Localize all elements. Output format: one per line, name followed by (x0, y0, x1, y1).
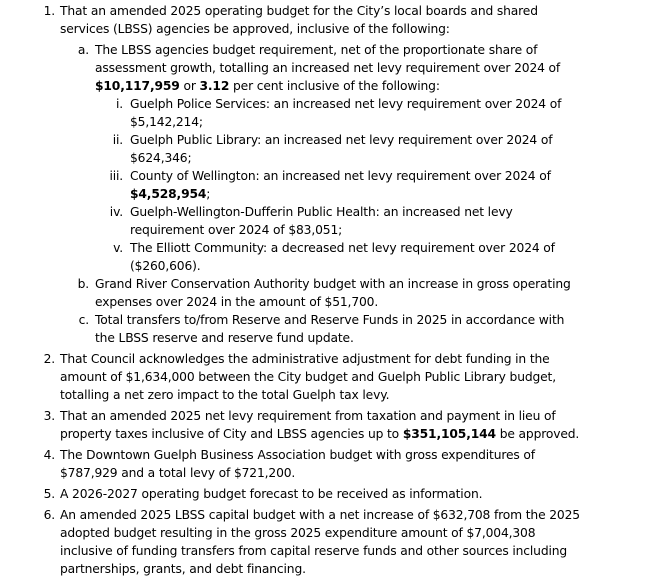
text-fragment: be approved. (495, 427, 580, 441)
item-text-line: A 2026-2027 operating budget forecast to be received as information. (60, 487, 483, 501)
levy-increase-amount: $10,117,959 (95, 79, 180, 93)
item-text-line: totalling a net zero impact to the total Guelph tax levy. (60, 388, 390, 402)
text-fragment: per cent inclusive of the following: (229, 79, 440, 93)
item-text-line: $624,346; (130, 151, 192, 165)
item-text-line: Guelph Police Services: an increased net levy requirement over 2024 of (130, 97, 562, 111)
item-text-line: That an amended 2025 net levy requirement from taxation and payment in lieu of (60, 409, 556, 423)
list-marker: 4. (43, 448, 55, 462)
list-item-1 (0, 2, 651, 38)
item-text-line (130, 185, 651, 203)
item-text-line: the LBSS reserve and reserve fund update. (95, 331, 354, 345)
item-text-line: requirement over 2024 of $83,051; (130, 223, 343, 237)
list-item-1c (0, 311, 651, 347)
item-text-line: The Elliott Community: a decreased net levy requirement over 2024 of (130, 241, 555, 255)
list-item-1a-i (0, 95, 651, 131)
item-text-line: Total transfers to/from Reserve and Reserve Funds in 2025 in accordance with (95, 313, 565, 327)
list-marker: a. (77, 43, 89, 57)
item-text-line: ($260,606). (130, 259, 201, 273)
item-text-line: County of Wellington: an increased net levy requirement over 2024 of (130, 169, 551, 183)
text-fragment: or (179, 79, 200, 93)
list-marker: 1. (43, 4, 55, 18)
list-marker: ii. (112, 133, 123, 147)
list-marker: v. (113, 241, 123, 255)
list-item-3 (0, 407, 651, 443)
list-marker: b. (77, 277, 89, 291)
list-item-2 (0, 350, 651, 404)
item-text-line: The Downtown Guelph Business Association budget with gross expenditures of (60, 448, 535, 462)
item-text-line: Guelph Public Library: an increased net levy requirement over 2024 of (130, 133, 553, 147)
item-text-line: amount of $1,634,000 between the City budget and Guelph Public Library budget, (60, 370, 556, 384)
text-fragment: ; (206, 187, 211, 201)
levy-increase-percent: 3.12 (199, 79, 230, 93)
list-marker: c. (78, 313, 89, 327)
list-marker: iii. (109, 169, 123, 183)
item-text-line (60, 425, 651, 443)
item-text-line: That Council acknowledges the administrative adjustment for debt funding in the (60, 352, 550, 366)
item-text-line: inclusive of funding transfers from capital reserve funds and other sources including (60, 544, 568, 558)
item-text-line: partnerships, grants, and debt financing. (60, 562, 306, 576)
list-item-1a-v (0, 239, 651, 275)
list-marker: 6. (43, 508, 55, 522)
list-item-4 (0, 446, 651, 482)
item-text-line: services (LBSS) agencies be approved, inclusive of the following: (60, 22, 450, 36)
list-marker: 3. (43, 409, 55, 423)
item-text-line: $5,142,214; (130, 115, 203, 129)
total-levy-amount: $351,105,144 (402, 427, 496, 441)
item-text-line: Guelph-Wellington-Dufferin Public Health: an increased net levy (130, 205, 513, 219)
list-marker: 2. (43, 352, 55, 366)
item-text-line: Grand River Conservation Authority budget with an increase in gross operating (95, 277, 571, 291)
list-marker: 5. (43, 487, 55, 501)
list-item-1a-iii (0, 167, 651, 203)
list-item-6 (0, 506, 651, 578)
item-text-line: The LBSS agencies budget requirement, net of the proportionate share of (95, 43, 538, 57)
list-item-1b (0, 275, 651, 311)
list-item-1a-iv (0, 203, 651, 239)
list-item-5 (0, 485, 651, 503)
text-fragment: property taxes inclusive of City and LBSS agencies up to (60, 427, 403, 441)
county-levy-amount: $4,528,954 (130, 187, 207, 201)
item-text-line: assessment growth, totalling an increased net levy requirement over 2024 of (95, 61, 561, 75)
item-text-line: An amended 2025 LBSS capital budget with a net increase of $632,708 from the 2025 (60, 508, 580, 522)
list-marker: i. (115, 97, 123, 111)
item-text-line (95, 77, 651, 95)
item-text-line: $787,929 and a total levy of $721,200. (60, 466, 296, 480)
list-marker: iv. (109, 205, 123, 219)
item-text-line: adopted budget resulting in the gross 2025 expenditure amount of $7,004,308 (60, 526, 536, 540)
item-text-line: expenses over 2024 in the amount of $51,700. (95, 295, 379, 309)
item-text-line: That an amended 2025 operating budget for the City’s local boards and shared (60, 4, 538, 18)
list-item-1a-ii (0, 131, 651, 167)
list-item-1a (0, 41, 651, 95)
